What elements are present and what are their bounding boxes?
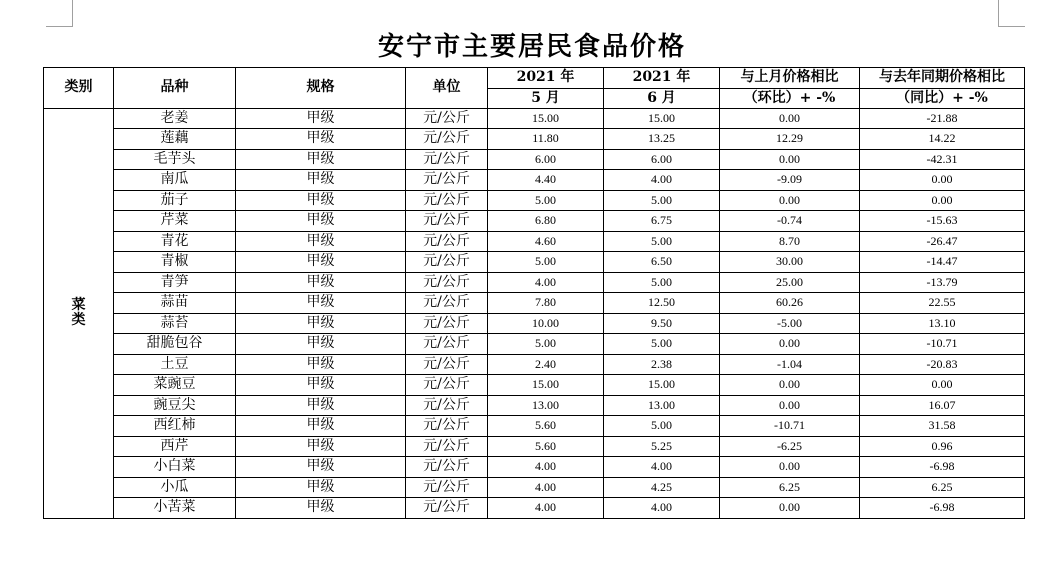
june-price-cell: 9.50 [604,313,720,334]
spec-cell: 甲级 [236,252,406,273]
variety-cell: 西红柿 [114,416,236,437]
header-june-month: 6 月 [604,88,720,108]
header-spec: 规格 [236,68,406,109]
mom-change-cell: 6.25 [720,477,860,498]
yoy-change-cell: -15.63 [860,211,1025,232]
variety-cell: 甜脆包谷 [114,334,236,355]
mom-change-cell: 0.00 [720,498,860,519]
may-price-cell: 5.00 [488,334,604,355]
table-row [44,313,1025,334]
mom-change-cell: 0.00 [720,149,860,170]
june-price-cell: 5.00 [604,416,720,437]
variety-cell: 豌豆尖 [114,395,236,416]
may-price-cell: 13.00 [488,395,604,416]
header-category: 类别 [44,68,114,109]
june-price-cell: 13.00 [604,395,720,416]
unit-cell: 元/公斤 [406,129,488,150]
document-title: 安宁市主要居民食品价格 [377,32,686,62]
may-price-cell: 4.00 [488,457,604,478]
may-price-cell: 4.00 [488,498,604,519]
spec-cell: 甲级 [236,231,406,252]
mom-change-cell: 0.00 [720,108,860,129]
header-unit: 单位 [406,68,488,109]
may-price-cell: 15.00 [488,375,604,396]
mom-change-cell: 0.00 [720,190,860,211]
table-row [44,252,1025,273]
june-price-cell: 4.00 [604,457,720,478]
mom-change-cell: -0.74 [720,211,860,232]
table-row [44,416,1025,437]
variety-cell: 茄子 [114,190,236,211]
spec-cell: 甲级 [236,293,406,314]
header-yoy-line2: （同比）+ -% [860,88,1025,108]
june-price-cell: 6.75 [604,211,720,232]
june-price-cell: 12.50 [604,293,720,314]
may-price-cell: 5.00 [488,190,604,211]
spec-cell: 甲级 [236,190,406,211]
spec-cell: 甲级 [236,170,406,191]
header-june-year: 2021 年 [604,68,720,89]
unit-cell: 元/公斤 [406,190,488,211]
header-yoy-line1: 与去年同期价格相比 [860,68,1025,89]
table-row [44,129,1025,150]
unit-cell: 元/公斤 [406,231,488,252]
yoy-change-cell: 22.55 [860,293,1025,314]
price-table [43,67,1025,519]
variety-cell: 菜豌豆 [114,375,236,396]
yoy-change-cell: 6.25 [860,477,1025,498]
mom-change-cell: 30.00 [720,252,860,273]
may-price-cell: 5.60 [488,436,604,457]
june-price-cell: 6.50 [604,252,720,273]
spec-cell: 甲级 [236,477,406,498]
may-price-cell: 6.00 [488,149,604,170]
mom-change-cell: 0.00 [720,375,860,396]
mom-change-cell: 0.00 [720,334,860,355]
variety-cell: 青笋 [114,272,236,293]
spec-cell: 甲级 [236,313,406,334]
may-price-cell: 5.60 [488,416,604,437]
variety-cell: 西芹 [114,436,236,457]
mom-change-cell: 60.26 [720,293,860,314]
page-corner-mark-right [998,0,1025,27]
may-price-cell: 6.80 [488,211,604,232]
unit-cell: 元/公斤 [406,108,488,129]
table-row [44,293,1025,314]
june-price-cell: 4.00 [604,170,720,191]
mom-change-cell: 12.29 [720,129,860,150]
spec-cell: 甲级 [236,395,406,416]
unit-cell: 元/公斤 [406,293,488,314]
table-row [44,231,1025,252]
variety-cell: 蒜苔 [114,313,236,334]
unit-cell: 元/公斤 [406,436,488,457]
table-row [44,354,1025,375]
yoy-change-cell: 0.00 [860,170,1025,191]
unit-cell: 元/公斤 [406,272,488,293]
header-mom-line1: 与上月价格相比 [720,68,860,89]
unit-cell: 元/公斤 [406,416,488,437]
spec-cell: 甲级 [236,108,406,129]
may-price-cell: 5.00 [488,252,604,273]
mom-change-cell: 8.70 [720,231,860,252]
variety-cell: 莲藕 [114,129,236,150]
spec-cell: 甲级 [236,149,406,170]
yoy-change-cell: -10.71 [860,334,1025,355]
mom-change-cell: 0.00 [720,395,860,416]
june-price-cell: 15.00 [604,375,720,396]
variety-cell: 土豆 [114,354,236,375]
unit-cell: 元/公斤 [406,252,488,273]
table-row [44,108,1025,129]
variety-cell: 小瓜 [114,477,236,498]
mom-change-cell: -10.71 [720,416,860,437]
june-price-cell: 13.25 [604,129,720,150]
unit-cell: 元/公斤 [406,313,488,334]
spec-cell: 甲级 [236,211,406,232]
spec-cell: 甲级 [236,457,406,478]
yoy-change-cell: -6.98 [860,498,1025,519]
spec-cell: 甲级 [236,334,406,355]
june-price-cell: 5.00 [604,272,720,293]
unit-cell: 元/公斤 [406,354,488,375]
mom-change-cell: 0.00 [720,457,860,478]
yoy-change-cell: 0.00 [860,190,1025,211]
variety-cell: 小白菜 [114,457,236,478]
spec-cell: 甲级 [236,354,406,375]
header-row-1 [44,68,1025,89]
may-price-cell: 4.60 [488,231,604,252]
variety-cell: 小苦菜 [114,498,236,519]
table-row [44,334,1025,355]
mom-change-cell: -1.04 [720,354,860,375]
category-cell: 菜 类 [44,108,114,518]
table-row [44,395,1025,416]
variety-cell: 毛芋头 [114,149,236,170]
table-row [44,477,1025,498]
header-may-month: 5 月 [488,88,604,108]
june-price-cell: 5.00 [604,334,720,355]
variety-cell: 南瓜 [114,170,236,191]
unit-cell: 元/公斤 [406,395,488,416]
header-variety: 品种 [114,68,236,109]
may-price-cell: 7.80 [488,293,604,314]
may-price-cell: 15.00 [488,108,604,129]
header-may-year: 2021 年 [488,68,604,89]
mom-change-cell: -6.25 [720,436,860,457]
spec-cell: 甲级 [236,272,406,293]
spec-cell: 甲级 [236,416,406,437]
table-row [44,170,1025,191]
variety-cell: 老姜 [114,108,236,129]
variety-cell: 青椒 [114,252,236,273]
variety-cell: 蒜苗 [114,293,236,314]
yoy-change-cell: -42.31 [860,149,1025,170]
may-price-cell: 4.40 [488,170,604,191]
june-price-cell: 5.00 [604,231,720,252]
variety-cell: 青花 [114,231,236,252]
unit-cell: 元/公斤 [406,170,488,191]
may-price-cell: 10.00 [488,313,604,334]
june-price-cell: 6.00 [604,149,720,170]
yoy-change-cell: 13.10 [860,313,1025,334]
table-row [44,436,1025,457]
yoy-change-cell: -13.79 [860,272,1025,293]
spec-cell: 甲级 [236,436,406,457]
may-price-cell: 4.00 [488,477,604,498]
yoy-change-cell: 16.07 [860,395,1025,416]
june-price-cell: 5.00 [604,190,720,211]
yoy-change-cell: 0.00 [860,375,1025,396]
june-price-cell: 2.38 [604,354,720,375]
spec-cell: 甲级 [236,375,406,396]
yoy-change-cell: 0.96 [860,436,1025,457]
table-row [44,498,1025,519]
yoy-change-cell: -20.83 [860,354,1025,375]
table-row [44,457,1025,478]
may-price-cell: 4.00 [488,272,604,293]
may-price-cell: 11.80 [488,129,604,150]
yoy-change-cell: 14.22 [860,129,1025,150]
table-row [44,272,1025,293]
unit-cell: 元/公斤 [406,375,488,396]
mom-change-cell: -5.00 [720,313,860,334]
june-price-cell: 5.25 [604,436,720,457]
yoy-change-cell: -26.47 [860,231,1025,252]
yoy-change-cell: -6.98 [860,457,1025,478]
june-price-cell: 4.00 [604,498,720,519]
table-row [44,375,1025,396]
page-corner-mark-left [46,0,73,27]
mom-change-cell: 25.00 [720,272,860,293]
unit-cell: 元/公斤 [406,334,488,355]
yoy-change-cell: -14.47 [860,252,1025,273]
june-price-cell: 4.25 [604,477,720,498]
unit-cell: 元/公斤 [406,457,488,478]
unit-cell: 元/公斤 [406,149,488,170]
table-row [44,190,1025,211]
spec-cell: 甲级 [236,498,406,519]
unit-cell: 元/公斤 [406,477,488,498]
table-row [44,149,1025,170]
may-price-cell: 2.40 [488,354,604,375]
spec-cell: 甲级 [236,129,406,150]
yoy-change-cell: 31.58 [860,416,1025,437]
header-mom-line2: （环比）+ -% [720,88,860,108]
yoy-change-cell: -21.88 [860,108,1025,129]
mom-change-cell: -9.09 [720,170,860,191]
unit-cell: 元/公斤 [406,498,488,519]
table-row [44,211,1025,232]
unit-cell: 元/公斤 [406,211,488,232]
variety-cell: 芹菜 [114,211,236,232]
june-price-cell: 15.00 [604,108,720,129]
